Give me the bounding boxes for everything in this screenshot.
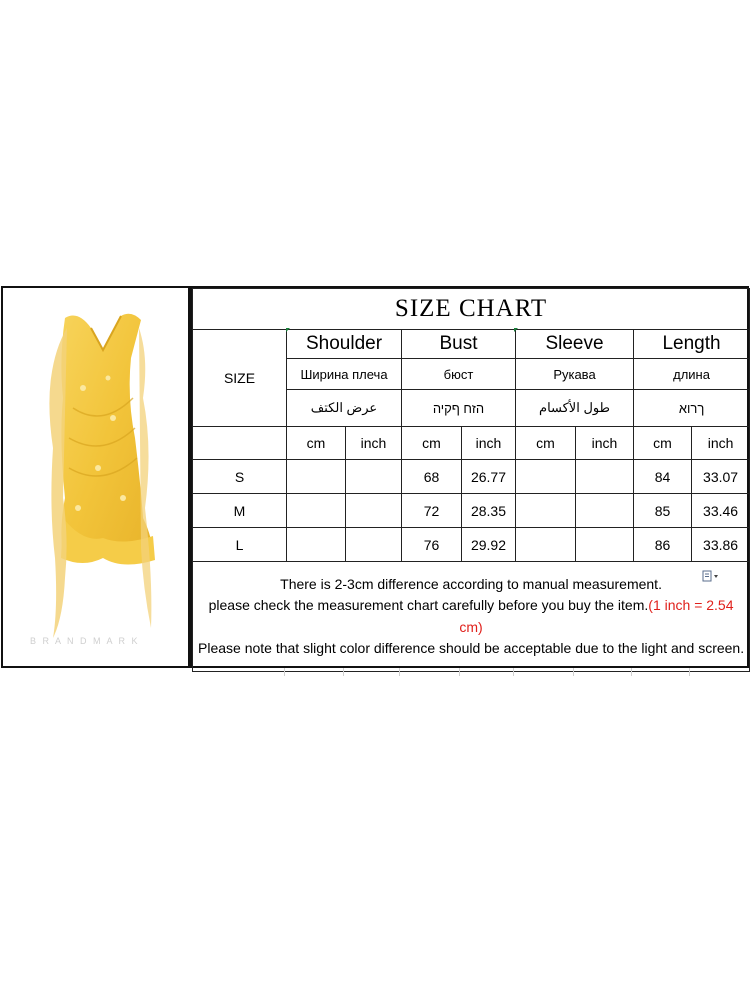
size-label: M — [193, 494, 287, 528]
cell-marker — [286, 328, 290, 332]
bust-inch-cell: 29.92 — [462, 528, 516, 562]
product-image-frame — [1, 286, 190, 668]
header-length-he: ךרוא — [634, 390, 750, 427]
table-row — [193, 528, 750, 562]
yellow-dress-image — [3, 288, 188, 666]
shoulder-cm-cell — [287, 528, 346, 562]
shoulder-inch-cell — [346, 494, 402, 528]
unit-length-inch: inch — [692, 427, 750, 460]
note-line-1: There is 2-3cm difference according to manual measurement. — [280, 575, 662, 592]
note-line-3: Please note that slight color difference should be acceptable due to the light and screen. — [198, 640, 745, 656]
length-inch-cell: 33.46 — [692, 494, 750, 528]
sleeve-inch-cell — [576, 460, 634, 494]
inch-conversion-note: (1 inch = 2.54 cm) — [459, 597, 734, 635]
unit-sleeve-cm: cm — [516, 427, 576, 460]
sleeve-cm-cell — [516, 460, 576, 494]
header-length-ru: длина — [634, 359, 750, 390]
shoulder-cm-cell — [287, 494, 346, 528]
header-shoulder-ru: Ширина плеча — [287, 359, 402, 390]
length-inch-cell: 33.07 — [692, 460, 750, 494]
header-sleeve: Sleeve — [516, 330, 634, 359]
chart-title: SIZE CHART — [193, 289, 750, 330]
sleeve-cm-cell — [516, 528, 576, 562]
table-row — [193, 460, 750, 494]
unit-bust-inch: inch — [462, 427, 516, 460]
sleeve-cm-cell — [516, 494, 576, 528]
note-line-2 — [197, 595, 745, 638]
header-bust-he: הזח ףקיה — [402, 390, 516, 427]
shoulder-inch-cell — [346, 528, 402, 562]
sleeve-inch-cell — [576, 494, 634, 528]
header-bust: Bust — [402, 330, 516, 359]
table-row — [193, 494, 750, 528]
unit-bust-cm: cm — [402, 427, 462, 460]
measurement-notes — [193, 562, 750, 672]
shoulder-cm-cell — [287, 460, 346, 494]
size-chart — [190, 286, 749, 668]
brand-watermark: B R A N D M A R K — [30, 636, 140, 646]
size-header: SIZE — [193, 330, 287, 427]
size-label: S — [193, 460, 287, 494]
unit-shoulder-cm: cm — [287, 427, 346, 460]
header-length: Length — [634, 330, 750, 359]
length-cm-cell: 85 — [634, 494, 692, 528]
header-shoulder: Shoulder — [287, 330, 402, 359]
header-bust-ru: бюст — [402, 359, 516, 390]
size-label: L — [193, 528, 287, 562]
length-inch-cell: 33.86 — [692, 528, 750, 562]
paste-options-icon[interactable] — [702, 570, 719, 582]
unit-spacer — [193, 427, 287, 460]
spreadsheet-grid-remnant — [190, 668, 749, 676]
unit-sleeve-inch: inch — [576, 427, 634, 460]
bust-inch-cell: 28.35 — [462, 494, 516, 528]
unit-shoulder-inch: inch — [346, 427, 402, 460]
cell-marker — [514, 328, 518, 332]
length-cm-cell: 84 — [634, 460, 692, 494]
bust-cm-cell: 76 — [402, 528, 462, 562]
note-line-2-text: please check the measurement chart carefully before you buy the item. — [208, 597, 649, 613]
unit-length-cm: cm — [634, 427, 692, 460]
bust-inch-cell: 26.77 — [462, 460, 516, 494]
length-cm-cell: 86 — [634, 528, 692, 562]
bust-cm-cell: 72 — [402, 494, 462, 528]
header-shoulder-ar: عرض الكتف — [287, 390, 402, 427]
sleeve-inch-cell — [576, 528, 634, 562]
bust-cm-cell: 68 — [402, 460, 462, 494]
header-sleeve-ru: Рукава — [516, 359, 634, 390]
shoulder-inch-cell — [346, 460, 402, 494]
header-sleeve-ar: طول الأكسام — [516, 390, 634, 427]
size-table — [192, 288, 750, 672]
